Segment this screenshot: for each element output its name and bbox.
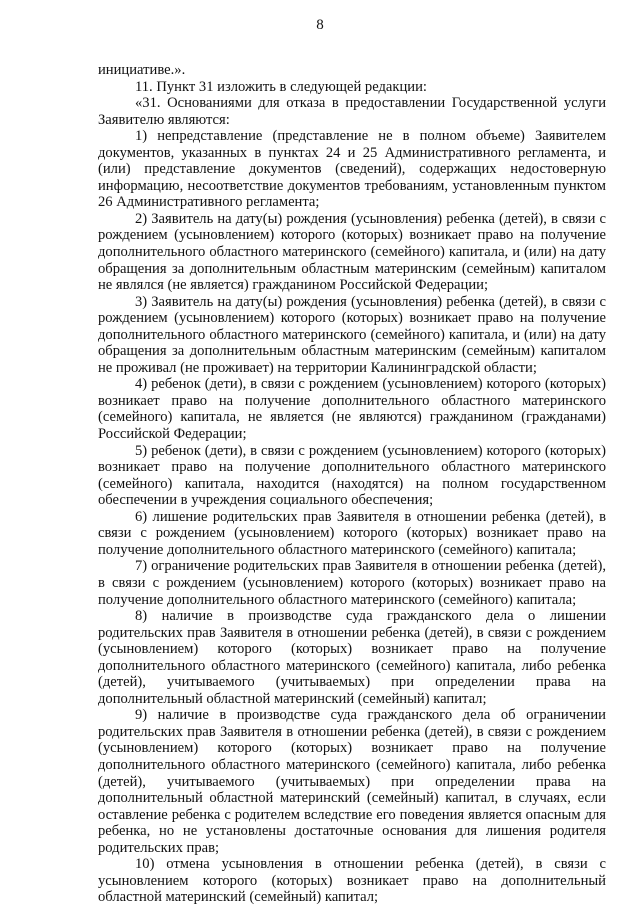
paragraph-item-8: 8) наличие в производстве суда гражданского дела о лишении родительских прав Заявителя в отношении ребенка (детей), в связи с рождением (усыновлением) которого (которых) возникает право на получение дополнительного областного материнского (семейного) капитала, либо ребенка (детей), учитываемого (учитываемых) при определении права на дополнительный областной материнский (семейный) капитал; [98,608,606,707]
paragraph-item-4: 4) ребенок (дети), в связи с рождением (усыновлением) которого (которых) возникает право на получение дополнительного областного материнского (семейного) капитала, не является (не являются) гражданином (гражданами) Российской Федерации; [98,376,606,443]
paragraph-amendment-heading: 11. Пункт 31 изложить в следующей редакции: [135,78,427,95]
paragraph-item-9: 9) наличие в производстве суда гражданского дела об ограничении родительских прав Заявителя в отношении ребенка (детей), в связи с рождением (усыновлением) которого (которых) возникает право на получение дополнительного областного материнского (семейного) капитала, либо ребенка (детей), учитываемого (учитываемых) при определении права на дополнительный областной материнский (семейный) капитал, в случаях, если оставление ребенка с родителем вследствие его поведения является опасным для ребенка, но не установлены достаточные основания для лишения родителя родительских прав; [98,707,606,856]
paragraph-clause-31-intro: «31. Основаниями для отказа в предоставлении Государственной услуги Заявителю являются: [98,95,606,128]
paragraph-continuation: инициативе.». [98,62,186,78]
page-number: 8 [316,17,324,33]
document-body [98,62,606,906]
paragraph-item-7: 7) ограничение родительских прав Заявителя в отношении ребенка (детей), в связи с рождением (усыновлением) которого (которых) возникает право на получение дополнительного областного материнского (семейного) капитала; [98,558,606,608]
paragraph-item-1: 1) непредставление (представление не в полном объеме) Заявителем документов, указанных в пунктах 24 и 25 Административного регламента, и (или) представление документов (сведений), содержащих недостоверную информацию, несоответствие документов требованиям, установленным пунктом 26 Административного регламента; [98,128,606,211]
paragraph-item-2: 2) Заявитель на дату(ы) рождения (усыновления) ребенка (детей), в связи с рождением (усыновлением) которого (которых) возникает право на получение дополнительного областного материнского (семейного) капитала, и (или) на дату обращения за дополнительным областным материнским (семейным) капиталом не являлся (не является) гражданином Российской Федерации; [98,210,606,294]
paragraph-item-3: 3) Заявитель на дату(ы) рождения (усыновления) ребенка (детей), в связи с рождением (усыновлением) которого (которых) возникает право на получение дополнительного областного материнского (семейного) капитала, и (или) на дату обращения за дополнительным областным материнским (семейным) капиталом не проживал (не проживает) на территории Калининградской области; [98,293,606,376]
paragraph-item-5: 5) ребенок (дети), в связи с рождением (усыновлением) которого (которых) возникает право на получение дополнительного областного материнского (семейного) капитала, находится (находятся) на полном государственном обеспечении в учреждения социального обеспечения; [98,442,606,509]
paragraph-item-10: 10) отмена усыновления в отношении ребенка (детей), в связи с усыновлением которого (которых) возникает право на дополнительный областной материнский (семейный) капитал; [98,856,606,906]
paragraph-item-6: 6) лишение родительских прав Заявителя в отношении ребенка (детей), в связи с рождением (усыновлением) которого (которых) возникает право на получение дополнительного областного материнского (семейного) капитала; [98,508,606,558]
